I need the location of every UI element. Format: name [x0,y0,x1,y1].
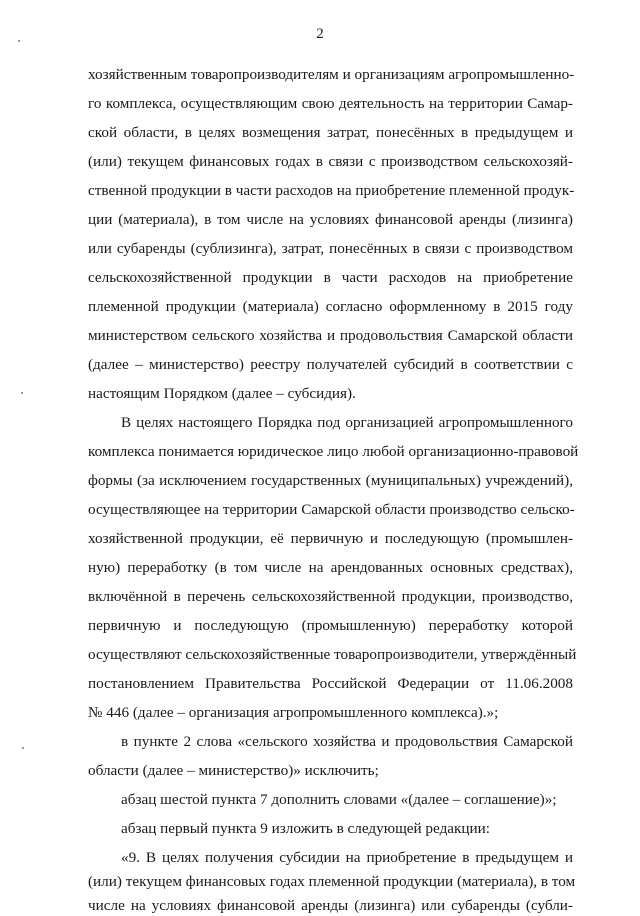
text-line: ской области, в целях возмещения затрат, понесённых в предыдущем и [88,124,573,141]
scan-speck [22,747,24,749]
text-line: или субаренды (сублизинга), затрат, понесённых в связи с производством [88,240,573,257]
text-line: (далее – министерство) реестру получателей субсидий в соответствии с [88,356,573,373]
text-line: первичную и последующую (промышленную) переработку которой [88,617,573,634]
text-line: формы (за исключением государственных (муниципальных) учреждений), [88,472,573,489]
paragraph-first-line: абзац первый пункта 9 изложить в следующей редакции: [121,820,491,837]
text-line: постановлением Правительства Российской Федерации от 11.06.2008 [88,675,573,692]
paragraph-first-line: «9. В целях получения субсидии на приобретение в предыдущем и [121,849,573,866]
text-line: № 446 (далее – организация агропромышленного комплекса).»; [88,704,499,721]
scan-speck [21,392,23,394]
text-line: министерством сельского хозяйства и продовольствия Самарской области [88,327,573,344]
paragraph-first-line: в пункте 2 слова «сельского хозяйства и продовольствия Самарской [121,733,573,750]
text-line: хозяйственным товаропроизводителям и организациям агропромышленно- [88,66,575,83]
text-line: (или) текущем финансовых годах племенной продукции (материала), в том [88,873,576,890]
text-line: ную) переработку (в том числе на арендованных основных средствах), [88,559,573,576]
text-line: го комплекса, осуществляющим свою деятельность на территории Самар- [88,95,573,112]
text-line: ции (материала), в том числе на условиях финансовой аренды (лизинга) [88,211,573,228]
text-line: сельскохозяйственной продукции в части расходов на приобретение [88,269,573,286]
text-line: осуществляющее на территории Самарской области производство сельско- [88,501,575,518]
text-line: (или) текущем финансовых годах в связи с производством сельскохозяй- [88,153,573,170]
text-line: племенной продукции (материала) согласно оформленному в 2015 году [88,298,573,315]
page-number: 2 [316,26,324,42]
paragraph-first-line: абзац шестой пункта 7 дополнить словами «(далее – соглашение)»; [121,791,557,808]
text-line: числе на условиях финансовой аренды (лизинга) или субаренды (субли- [88,897,573,914]
text-line: включённой в перечень сельскохозяйственной продукции, производство, [88,588,573,605]
text-line: настоящим Порядком (далее – субсидия). [88,385,356,402]
text-line: комплекса понимается юридическое лицо любой организационно-правовой [88,443,579,460]
text-line: ственной продукции в части расходов на приобретение племенной продук- [88,182,575,199]
scan-speck [18,40,20,42]
text-line: осуществляют сельскохозяйственные товаропроизводители, утверждённый [88,646,577,663]
paragraph-first-line: В целях настоящего Порядка под организацией агропромышленного [121,414,573,431]
text-line: области (далее – министерство)» исключить; [88,762,379,779]
text-line: хозяйственной продукции, её первичную и последующую (промышлен- [88,530,573,547]
